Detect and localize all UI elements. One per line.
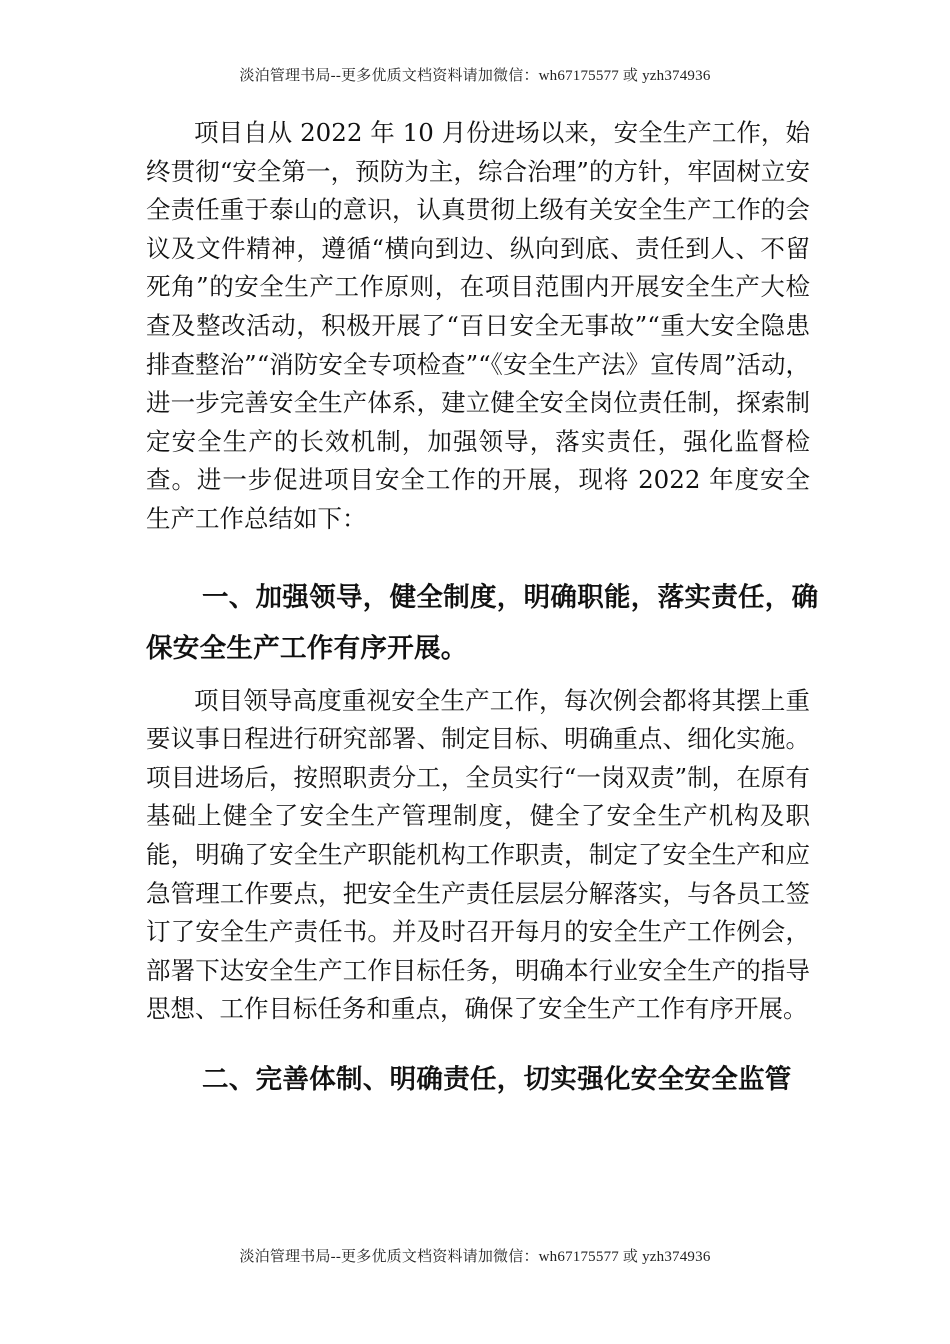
page-header: 淡泊管理书局--更多优质文档资料请加微信：wh67175577 或 yzh374936 (239, 68, 711, 84)
intro-paragraph: 项目自从 2022 年 10 月份进场以来，安全生产工作，始终贯彻“安全第一，预防为主，综合治理”的方针，牢固树立安全责任重于泰山的意识，认真贯彻上级有关安全生产工作的会议及文件精神，遵循“横向到边、纵向到底、责任到人、不留死角”的安全生产工作原则，在项目范围内开展安全生产大检查及整改活动，积极开展了“百日安全无事故”“重大安全隐患排查整治”“消防安全专项检查”“《安全生产法》宣传周”活动，进一步完善安全生产体系，建立健全安全岗位责任制，探索制定安全生产的长效机制，加强领导，落实责任，强化监督检查。进一步促进项目安全工作的开展，现将 2022 年度安全生产工作总结如下： (146, 118, 810, 533)
section-2-heading: 二、完善体制、明确责任，切实强化安全安全监管 (202, 1063, 792, 1095)
section-1-heading: 一、加强领导，健全制度，明确职能，落实责任，确保安全生产工作有序开展。 (146, 581, 819, 664)
document-body (146, 114, 819, 1105)
page-footer: 淡泊管理书局--更多优质文档资料请加微信：wh67175577 或 yzh374936 (239, 1249, 711, 1265)
section-1-paragraph: 项目领导高度重视安全生产工作，每次例会都将其摆上重要议事日程进行研究部署、制定目标、明确重点、细化实施。项目进场后，按照职责分工，全员实行“一岗双责”制，在原有基础上健全了安全生产管理制度，健全了安全生产机构及职能，明确了安全生产职能机构工作职责，制定了安全生产和应急管理工作要点，把安全生产责任层层分解落实，与各员工签订了安全生产责任书。并及时召开每月的安全生产工作例会，部署下达安全生产工作目标任务，明确本行业安全生产的指导思想、工作目标任务和重点，确保了安全生产工作有序开展。 (146, 685, 810, 1024)
